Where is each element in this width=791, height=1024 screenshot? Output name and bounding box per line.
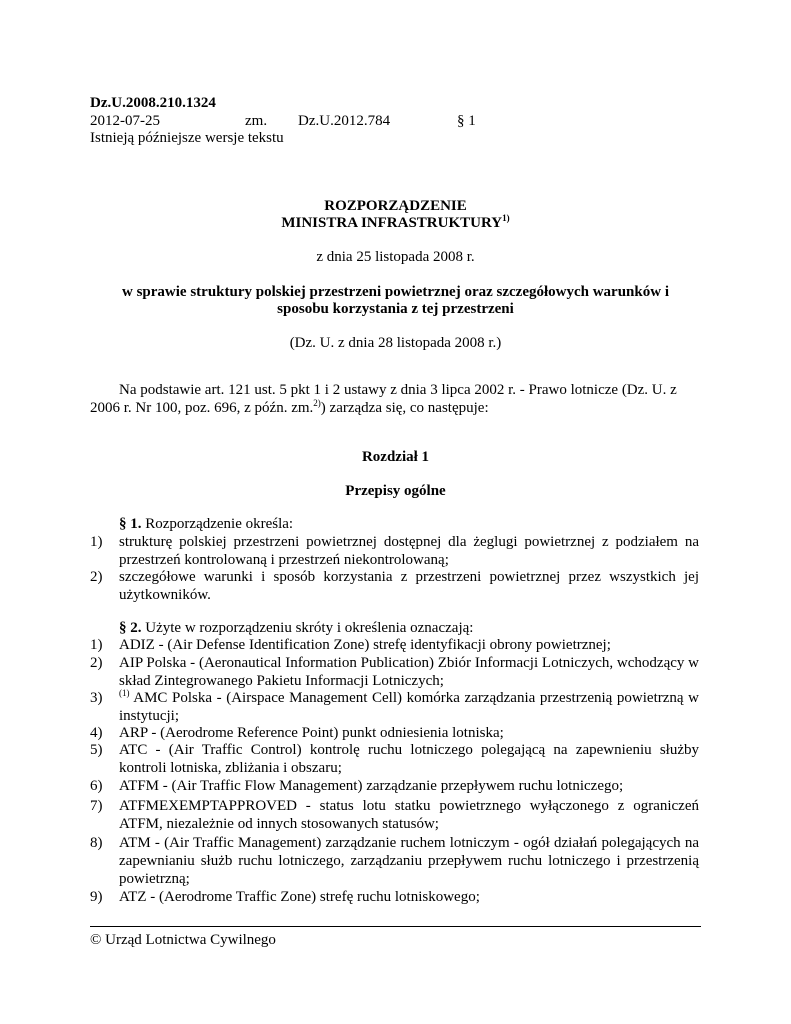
list-item-number: 6) bbox=[90, 778, 103, 794]
chapter-title: Przepisy ogólne bbox=[345, 483, 446, 499]
list-item-text: ATM - (Air Traffic Management) zarządzanie ruchem lotniczym - ogół działań polegających na zapewnianiu służb ruchu lotniczego, zarządzaniu przepływem ruchu lotniczego i przestrzenią powietrzną; bbox=[119, 835, 699, 887]
list-item-number: 9) bbox=[90, 889, 103, 905]
act-type: ROZPORZĄDZENIE bbox=[324, 198, 467, 214]
act-issuer-text: MINISTRA INFRASTRUKTURY bbox=[281, 215, 503, 231]
footer-copyright: © Urząd Lotnictwa Cywilnego bbox=[90, 932, 276, 948]
amendment-label: zm. bbox=[245, 113, 268, 129]
preamble-line-2 bbox=[90, 399, 489, 417]
footnote-1-marker: 1) bbox=[502, 213, 510, 223]
version-date: 2012-07-25 bbox=[90, 113, 160, 129]
act-subject-line-1: w sprawie struktury polskiej przestrzeni powietrznej oraz szczegółowych warunków i bbox=[122, 284, 669, 300]
preamble-line-1: Na podstawie art. 121 ust. 5 pkt 1 i 2 ustawy z dnia 3 lipca 2002 r. - Prawo lotnicze (Dz. U. z bbox=[119, 382, 677, 398]
list-item-text: ADIZ - (Air Defense Identification Zone) strefę identyfikacji obrony powietrznej; bbox=[119, 637, 611, 653]
footnote-2-marker: 2) bbox=[313, 398, 321, 408]
list-item-number: 5) bbox=[90, 742, 103, 758]
list-item-number: 8) bbox=[90, 835, 103, 851]
act-subject-line-2: sposobu korzystania z tej przestrzeni bbox=[277, 301, 514, 317]
paragraph-1-intro-text: Rozporządzenie określa: bbox=[141, 516, 294, 532]
list-item-number: 4) bbox=[90, 725, 103, 741]
amendment-marker: (1) bbox=[119, 688, 130, 698]
list-item-number: 3) bbox=[90, 690, 103, 706]
list-item-text: szczegółowe warunki i sposób korzystania z przestrzeni powietrznej przez wszystkich jej użytkowników. bbox=[119, 569, 699, 603]
list-item-number: 1) bbox=[90, 637, 103, 653]
act-issuer bbox=[90, 214, 701, 232]
amendment-paragraph: § 1 bbox=[457, 113, 476, 129]
chapter-heading: Rozdział 1 bbox=[361, 449, 430, 465]
act-date: z dnia 25 listopada 2008 r. bbox=[316, 249, 475, 265]
list-item-text-body: AMC Polska - (Airspace Management Cell) komórka zarządzania przestrzenią powietrzną w instytucji; bbox=[119, 690, 699, 724]
paragraph-1-intro bbox=[119, 515, 293, 533]
list-item-number: 2) bbox=[90, 569, 103, 585]
preamble-line-2-text: 2006 r. Nr 100, poz. 696, z późn. zm. bbox=[90, 400, 314, 416]
paragraph-2-intro bbox=[119, 619, 473, 637]
list-item-text: strukturę polskiej przestrzeni powietrznej dostępnej dla żeglugi powietrznej z podziałem na przestrzeń kontrolowaną i przestrzeń niekontrolowaną; bbox=[119, 534, 699, 568]
list-item-number: 7) bbox=[90, 798, 103, 814]
list-item-text: AIP Polska - (Aeronautical Information Publication) Zbiór Informacji Lotniczych, wchodzący w skład Zintegrowanego Pakietu Informacji Lotniczych; bbox=[119, 655, 699, 689]
list-item-text bbox=[119, 689, 699, 725]
paragraph-1-mark: § 1. bbox=[119, 516, 142, 532]
list-item-text: ATFM - (Air Traffic Flow Management) zarządzanie przepływem ruchu lotniczego; bbox=[119, 778, 624, 794]
list-item-number: 2) bbox=[90, 655, 103, 671]
list-item-text: ATZ - (Aerodrome Traffic Zone) strefę ruchu lotniskowego; bbox=[119, 889, 480, 905]
paragraph-2-intro-text: Użyte w rozporządzeniu skróty i określenia oznaczają: bbox=[141, 620, 474, 636]
later-versions-note: Istnieją późniejsze wersje tekstu bbox=[90, 130, 284, 146]
list-item-text: ARP - (Aerodrome Reference Point) punkt odniesienia lotniska; bbox=[119, 725, 504, 741]
amendment-reference: Dz.U.2012.784 bbox=[298, 113, 391, 129]
footer-divider bbox=[90, 926, 701, 927]
document-reference: Dz.U.2008.210.1324 bbox=[90, 95, 216, 111]
paragraph-2-mark: § 2. bbox=[119, 620, 142, 636]
list-item-text: ATC - (Air Traffic Control) kontrolę ruchu lotniczego polegającą na zapewnieniu służby kontroli lotniska, zbliżania i obszaru; bbox=[119, 742, 699, 776]
preamble-line-2-end: ) zarządza się, co następuje: bbox=[320, 400, 489, 416]
list-item-text: ATFMEXEMPTAPPROVED - status lotu statku powietrznego wyłączonego z ograniczeń ATFM, niezależnie od innych stosowanych statusów; bbox=[119, 798, 699, 832]
list-item-number: 1) bbox=[90, 534, 103, 550]
publication-reference: (Dz. U. z dnia 28 listopada 2008 r.) bbox=[289, 335, 502, 351]
